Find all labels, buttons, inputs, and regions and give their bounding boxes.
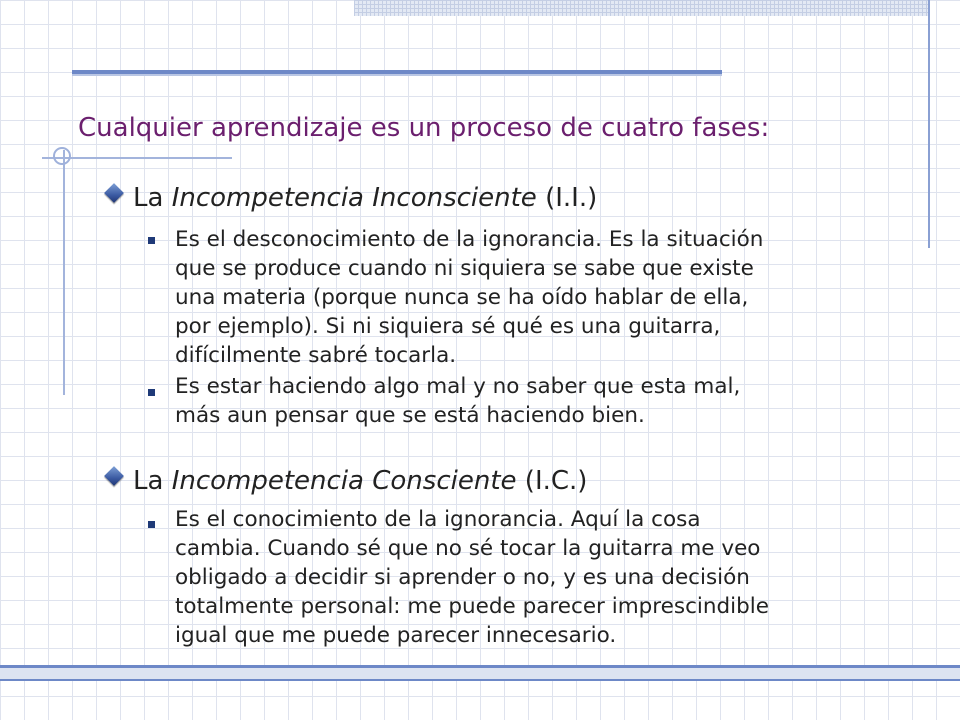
- bullet-line: Es estar haciendo algo mal y no saber que esta mal,: [175, 374, 741, 399]
- section-heading: [133, 183, 597, 213]
- bullet-line: una materia (porque nunca se ha oído hablar de ella,: [175, 285, 749, 310]
- section-abbr: (I.I.): [536, 183, 598, 213]
- section-term: Incompetencia Inconsciente: [171, 183, 537, 213]
- section-heading: [133, 466, 587, 496]
- slide-title: Cualquier aprendizaje es un proceso de cuatro fases:: [78, 113, 770, 143]
- bullet-line: Es el conocimiento de la ignorancia. Aquí la cosa: [175, 507, 701, 532]
- bullet-text: [175, 372, 740, 430]
- diamond-bullet-icon: [104, 183, 124, 203]
- bullet-line: totalmente personal: me puede parecer imprescindible: [175, 594, 769, 619]
- bullet-line: por ejemplo). Si ni siquiera sé qué es una guitarra,: [175, 314, 721, 339]
- square-bullet-icon: [148, 521, 155, 528]
- bullet-line: igual que me puede parecer innecesario.: [175, 623, 617, 648]
- section-prefix: La: [133, 466, 172, 496]
- bullet-text: [175, 225, 763, 370]
- section-abbr: (I.C.): [516, 466, 588, 496]
- bullet-line: obligado a decidir si aprender o no, y es una decisión: [175, 565, 750, 590]
- bullet-line: Es el desconocimiento de la ignorancia. Es la situación: [175, 227, 764, 252]
- bullet-line: cambia. Cuando sé que no sé tocar la guitarra me veo: [175, 536, 761, 561]
- section-term: Incompetencia Consciente: [171, 466, 517, 496]
- diamond-bullet-icon: [104, 466, 124, 486]
- bullet-line: más aun pensar que se está haciendo bien.: [175, 403, 645, 428]
- section-prefix: La: [133, 183, 172, 213]
- bullet-line: que se produce cuando ni siquiera se sabe que existe: [175, 256, 754, 281]
- square-bullet-icon: [148, 389, 155, 396]
- square-bullet-icon: [148, 237, 155, 244]
- bullet-text: [175, 505, 769, 650]
- bullet-line: difícilmente sabré tocarla.: [175, 343, 457, 368]
